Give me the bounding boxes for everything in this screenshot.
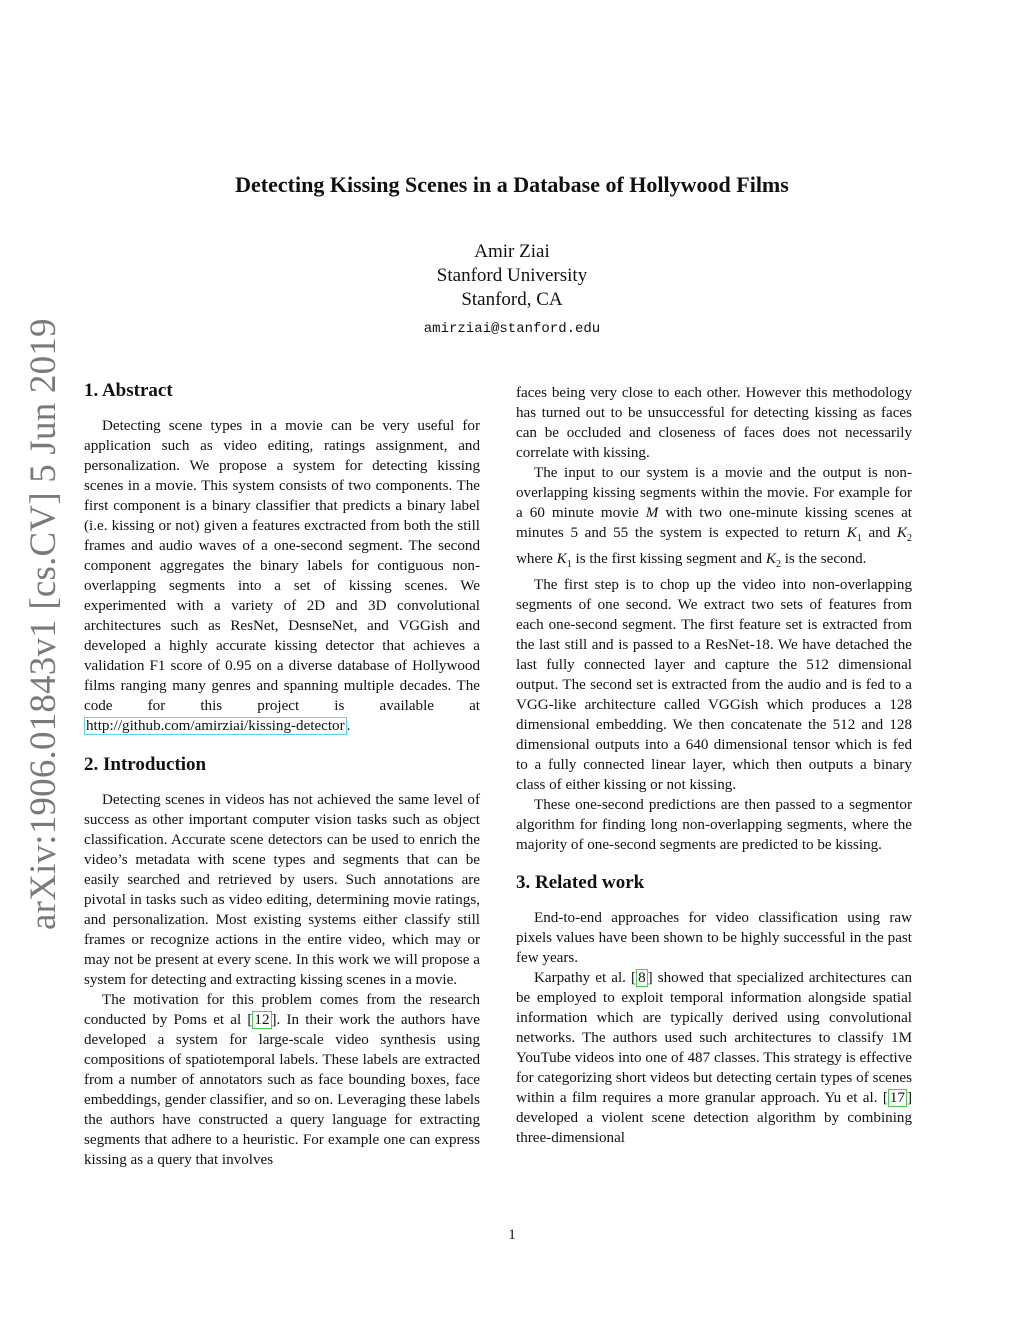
introduction-heading: 2. Introduction <box>84 754 207 775</box>
intro-p2-text-a: The motivation for this problem comes from the research conducted by Poms et al <box>84 992 480 1028</box>
abstract-suffix: . <box>346 718 351 734</box>
intro-paragraph-4: The first step is to chop up the video into non-overlapping segments of one second. We extract two sets of features from each one-second segment. The first feature set is extracted from the last still and is passed to a ResNet-18. We have detached the last fully connected layer and capture the 512 dimensional output. The second set is extracted from the audio and is fed to a VGG-like architecture called VGGish which produces a 128 dimensional embedding. We then concatenate the 512 and 128 dimensional outputs into a 640 dimensional tensor which is fed to a fully connected linear layer, which then outputs a binary class of either kissing or not kissing. <box>516 577 912 794</box>
related-p2-text-b: showed that specialized architectures can be employed to exploit temporal information alongside spatial information which are typically derived using convolutional networks. The authors used such architectures to classify 1M YouTube videos into one of 487 classes. This strategy is effective for categorizing short videos but detecting certain types of scenes within a film requires a more granular approach. Yu et al. <box>516 970 912 1107</box>
related-p2-text-c: developed a violent scene detection algorithm by combining three-dimensional <box>516 1110 912 1147</box>
author-name: Amir Ziai <box>474 241 550 262</box>
citation-link[interactable]: 12 <box>254 1012 270 1028</box>
related-paragraph-2: Karpathy et al. [ 8 ] showed that specialized architectures can be employed to exploit temporal information alongside spatial information which are typically derived using convolutional networks. The authors used such architectures to classify 1M YouTube videos into one of 487 classes. This strategy is effective for categorizing short videos but detecting certain types of scenes within a film requires a more granular approach. Yu et al. [ 17 ] developed a violent scene detection algorithm by combining three-dimensional <box>516 970 912 1147</box>
intro-paragraph-5: These one-second predictions are then passed to a segmentor algorithm for finding long non-overlapping segments, where the majority of one-second segments are predicted to be kissing. <box>516 797 912 854</box>
intro-paragraph-2: The motivation for this problem comes from the research conducted by Poms et al [ 12 ]. In their work the authors have developed a system for large-scale video synthesis using compositions of spatiotemporal labels. These labels are extracted from a number of annotators such as face bounding boxes, face embeddings, gender classifier, and so on. Leveraging these labels the authors have constructed a query language for extracting segments that adhere to a heuristic. For example one can express kissing as a query that involves <box>84 992 480 1168</box>
arxiv-identifier: arXiv:1906.01843v1 [cs.CV] 5 Jun 2019 <box>23 318 64 930</box>
right-column <box>516 383 912 1148</box>
related-work-heading: 3. Related work <box>516 872 645 894</box>
citation-link[interactable]: 8 <box>638 970 646 987</box>
author-block <box>0 240 1024 341</box>
code-link[interactable]: http://github.com/amirziai/kissing-detector <box>86 718 345 734</box>
intro-p3-text-c: where <box>516 551 553 568</box>
math-K1-b: $K_1$ <box>556 551 572 571</box>
paper-title: Detecting Kissing Scenes in a Database of Hollywood Films <box>235 172 789 197</box>
intro-p3-and: and <box>868 525 891 541</box>
citation-link[interactable]: 17 <box>889 1090 905 1107</box>
math-K2: $K_2$ <box>896 525 912 545</box>
intro-paragraph-1: Detecting scenes in videos has not achieved the same level of success as other important computer vision tasks such as object classification. Accurate scene detectors can be used to enrich the video’s metadata with scene types and segments that can be easily searched and retrieved by users. Such annotations are pivotal in tasks such as video editing, determining movie ratings, and personalization. Most existing systems either classify still frames or recognize actions in the entire video, which may or may not be present at every scene. In this work we will propose a system for detecting and extracting kissing scenes in a movie. <box>84 792 480 988</box>
math-K2-b: $K_2$ <box>765 551 781 571</box>
author-email[interactable]: amirziai@stanford.edu <box>423 321 601 337</box>
math-M: M <box>645 505 659 521</box>
intro-p2-text-b: . In their work the authors have developed a system for large-scale video synthesis using compositions of spatiotemporal labels. These labels are extracted from a number of annotators such as face bounding boxes, face embeddings, gender classifier, and so on. Leveraging these labels the authors have constructed a query language for extracting segments that adhere to a heuristic. For example one can express kissing as a query that involves <box>84 1012 480 1168</box>
author-affiliation: Stanford University <box>436 265 588 286</box>
left-column <box>84 380 480 1170</box>
intro-p3-text-a: The input to our system is a movie and the output is non-overlapping kissing segments within the movie. For example for a 60 minute movie <box>516 465 912 521</box>
intro-paragraph-3 <box>516 463 912 575</box>
intro-p3-text-d: is the first kissing segment and <box>575 551 763 568</box>
related-paragraph-1: End-to-end approaches for video classification using raw pixels values have been shown to be highly successful in the past few years. <box>516 910 912 967</box>
abstract-heading: 1. Abstract <box>84 380 173 401</box>
page-number: 1 <box>508 1227 516 1243</box>
author-location: Stanford, CA <box>461 289 563 310</box>
intro-p3-text-e: is the second. <box>784 551 867 568</box>
abstract-text: Detecting scene types in a movie can be very useful for application such as video editing, ratings assignment, and personalization. We propose a system for detecting kissing scenes in a movie. This system consists of two components. The first component is a binary classifier that predicts a binary label (i.e. kissing or not) given a features exctracted from both the still frames and audio waves of a one-second segment. The second component aggregates the binary labels for contiguous non-overlapping segments into a set of kissing scenes. We experimented with a variety of 2D and 3D convolutional architectures such as ResNet, DesnseNet, and VGGish and developed a highly accurate kissing detector that achieves a validation F1 score of 0.95 on a diverse database of Hollywood films ranging many genres and spanning multiple decades. The code for this project is available at <box>84 418 480 714</box>
related-p2-text-a: Karpathy et al. <box>534 970 626 987</box>
intro-paragraph-2-continued: faces being very close to each other. However this methodology has turned out to be unsuccessful for detecting kissing as faces can be occluded and closeness of faces does not necessarily correlate with kissing. <box>516 385 912 461</box>
math-K1: $K_1$ <box>846 525 862 545</box>
abstract-paragraph <box>84 416 480 736</box>
intro-p3-text-b: with two one-minute kissing scenes at minutes 5 and 55 the system is expected to return <box>516 505 913 541</box>
